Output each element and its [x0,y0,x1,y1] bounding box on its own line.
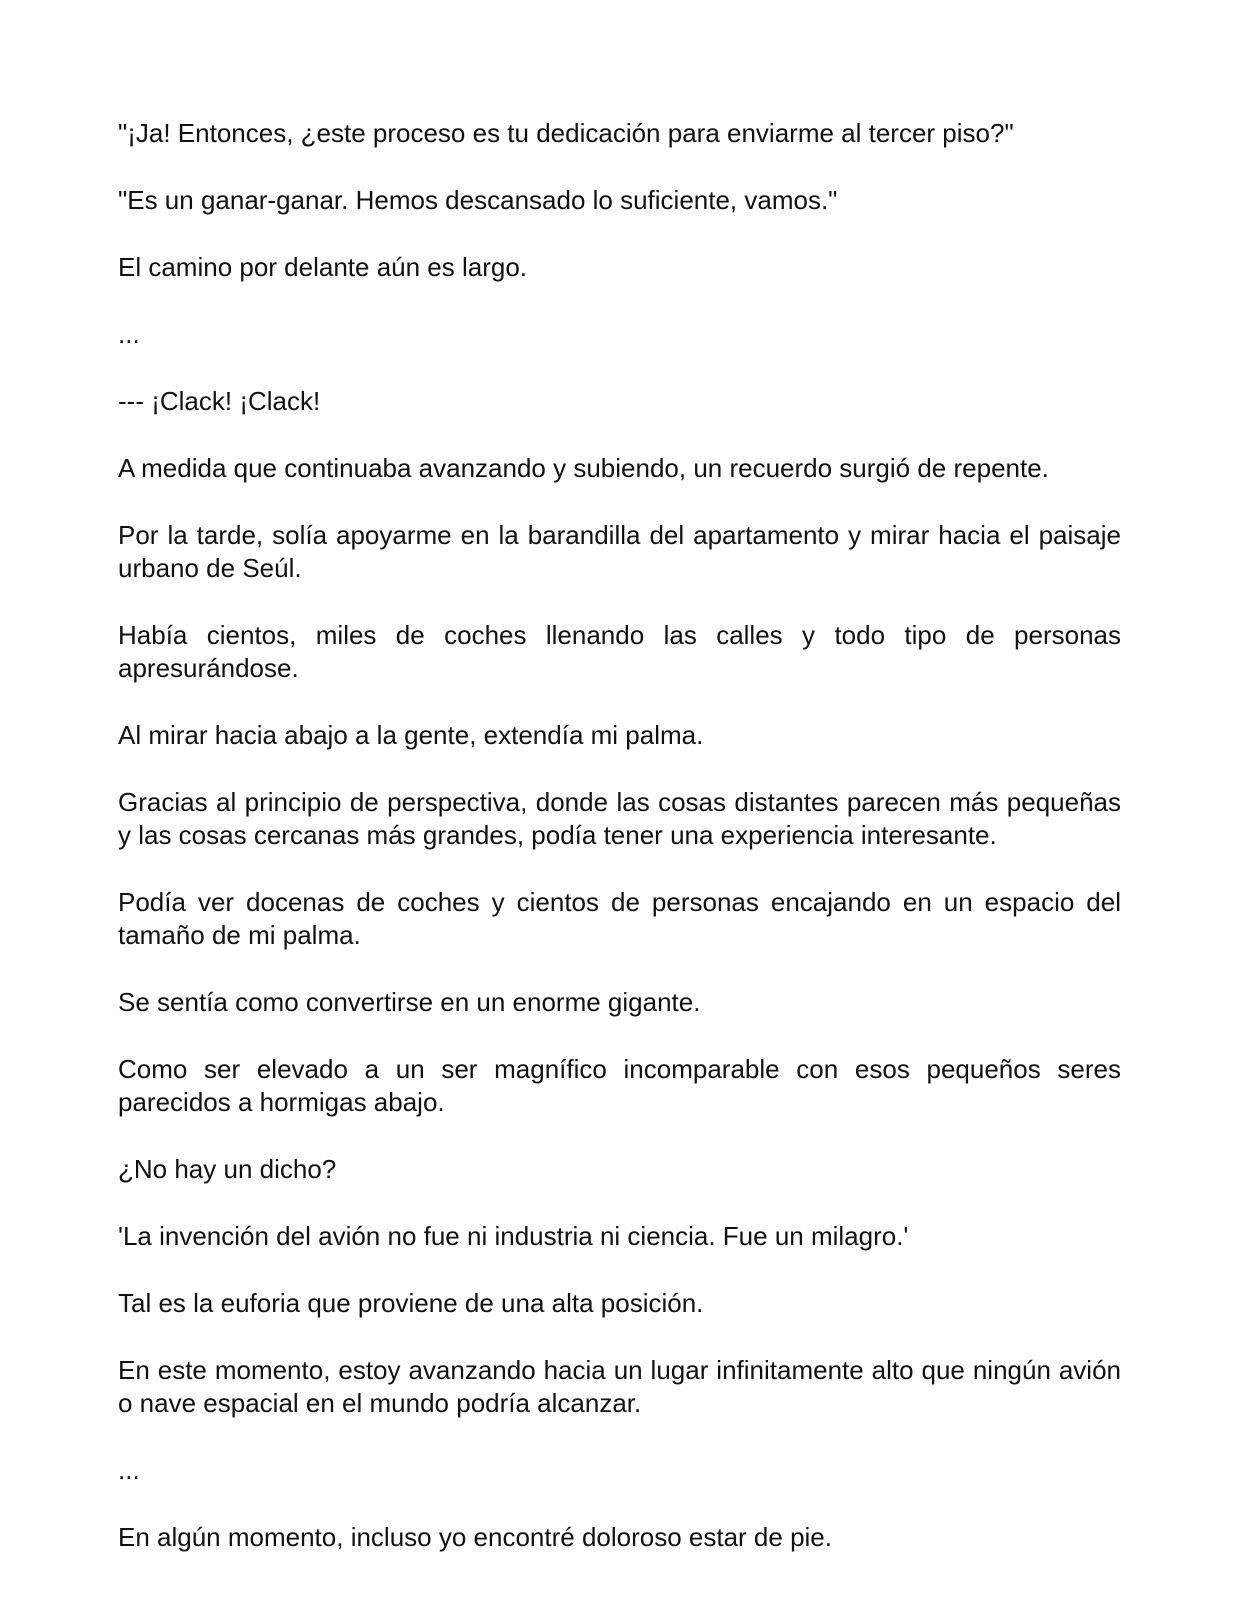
paragraph-1: "¡Ja! Entonces, ¿este proceso es tu dedicación para enviarme al tercer piso?" [118,118,1014,148]
paragraph-2: "Es un ganar-ganar. Hemos descansado lo suficiente, vamos." [118,185,838,215]
paragraph-17: En este momento, estoy avanzando hacia un lugar infinitamente alto que ningún avión o nave espacial en el mundo podría alcanzar. [118,1355,1121,1418]
paragraph-8: Había cientos, miles de coches llenando las calles y todo tipo de personas apresurándose. [118,620,1121,683]
paragraph-3: El camino por delante aún es largo. [118,252,528,282]
paragraph-19: En algún momento, incluso yo encontré doloroso estar de pie. [118,1522,832,1552]
paragraph-9: Al mirar hacia abajo a la gente, extendía mi palma. [118,720,704,750]
paragraph-16: Tal es la euforia que proviene de una alta posición. [118,1288,704,1318]
paragraph-6: A medida que continuaba avanzando y subiendo, un recuerdo surgió de repente. [118,453,1049,483]
paragraph-5: --- ¡Clack! ¡Clack! [118,386,321,416]
paragraph-7: Por la tarde, solía apoyarme en la barandilla del apartamento y mirar hacia el paisaje urbano de Seúl. [118,520,1121,583]
paragraph-13: Como ser elevado a un ser magnífico incomparable con esos pequeños seres parecidos a hormigas abajo. [118,1054,1121,1117]
paragraph-10: Gracias al principio de perspectiva, donde las cosas distantes parecen más pequeñas y las cosas cercanas más grandes, podía tener una experiencia interesante. [118,787,1121,850]
paragraph-14: ¿No hay un dicho? [118,1154,337,1184]
paragraph-18: ... [118,1455,140,1485]
paragraph-4: ... [118,319,140,349]
paragraph-11: Podía ver docenas de coches y cientos de personas encajando en un espacio del tamaño de mi palma. [118,887,1121,950]
paragraph-12: Se sentía como convertirse en un enorme gigante. [118,987,701,1017]
text-column [118,117,1121,1554]
paragraph-15: 'La invención del avión no fue ni industria ni ciencia. Fue un milagro.' [118,1221,909,1251]
